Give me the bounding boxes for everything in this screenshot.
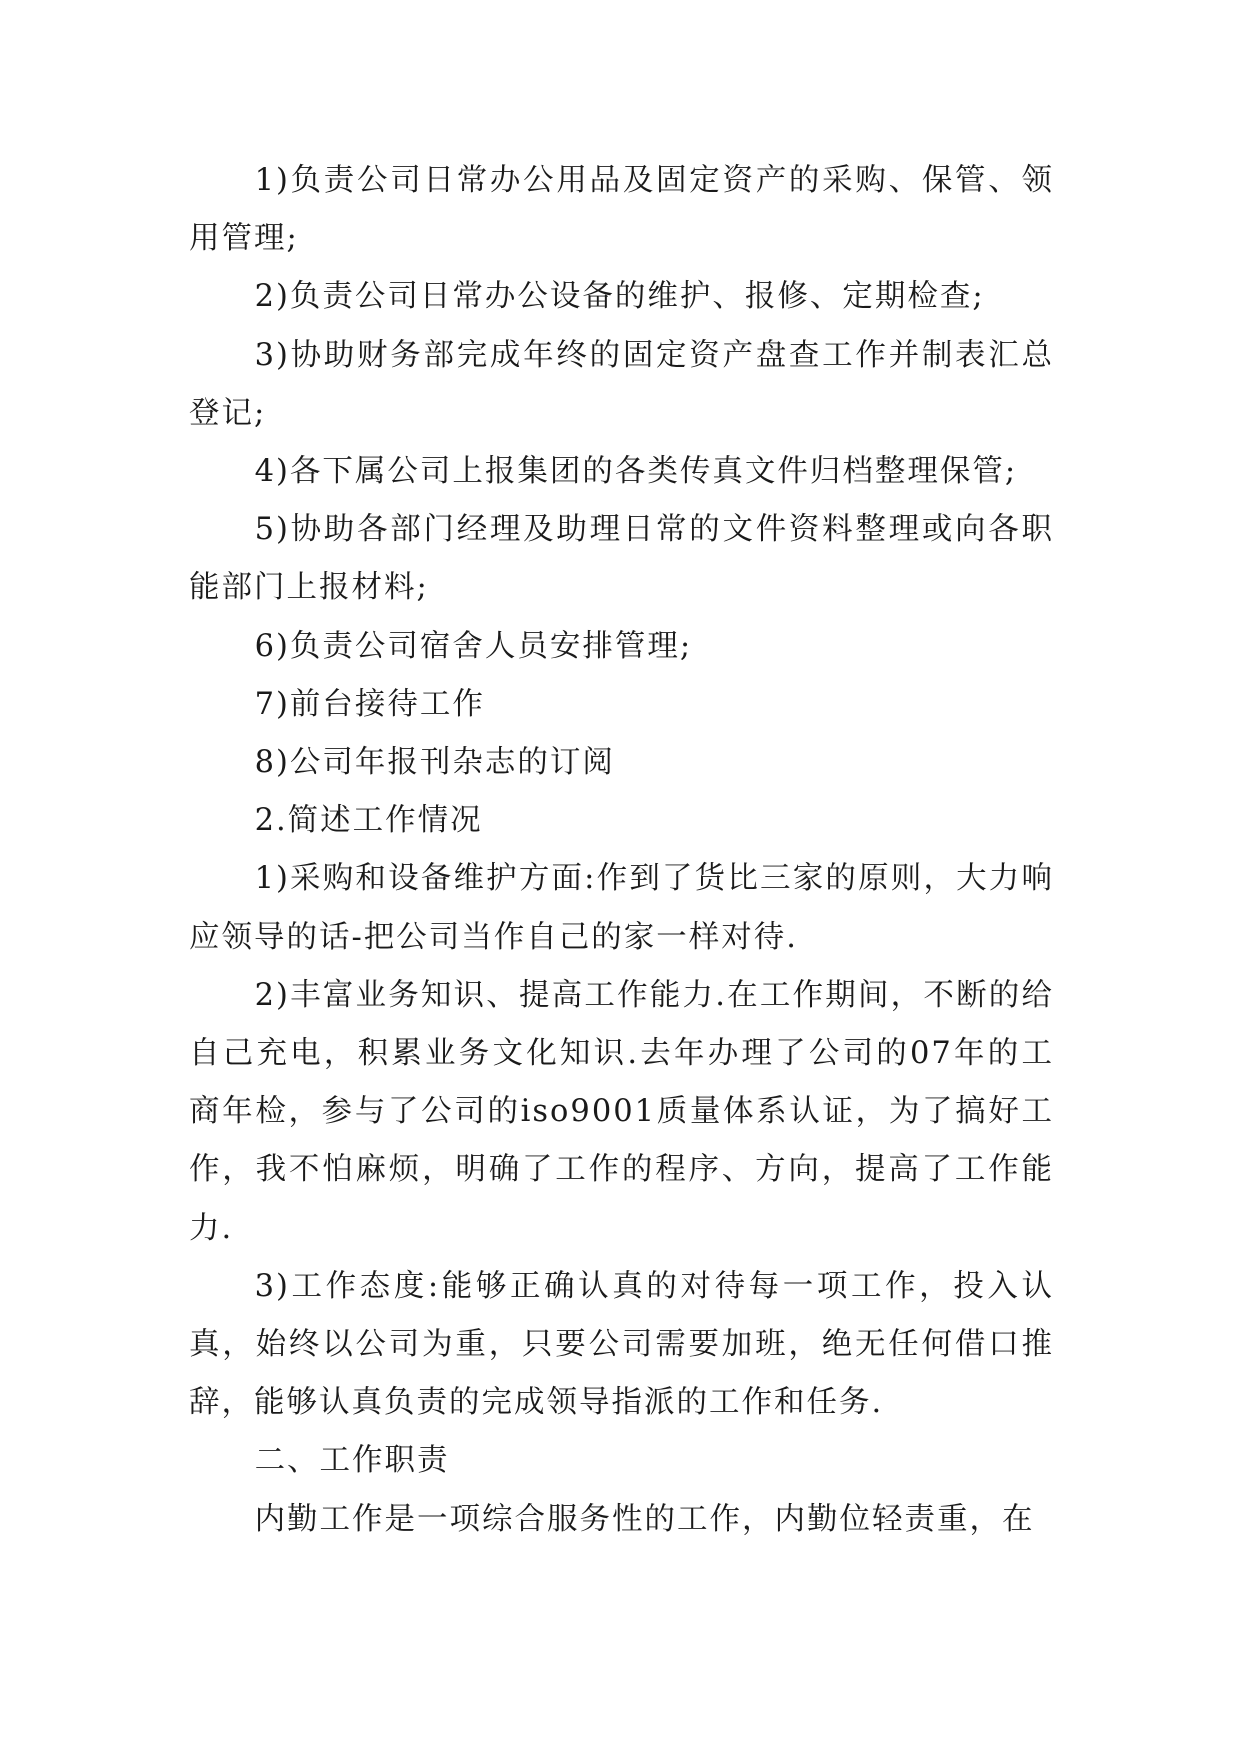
section-heading-responsibilities: 二、工作职责 <box>254 1443 450 1479</box>
paragraph-summary-2: 2)丰富业务知识、提高工作能力.在工作期间，不断的给自己充电，积累业务文化知识.去年办理了公司的07年的工商年检，参与了公司的iso9001质量体系认证，为了搞好工作，我不怕麻烦，明确了工作的程序、方向，提高了工作能力. <box>189 977 1054 1246</box>
paragraph-duty-2: 2)负责公司日常办公设备的维护、报修、定期检查; <box>254 279 985 315</box>
paragraph-duty-8: 8)公司年报刊杂志的订阅 <box>254 745 615 781</box>
paragraph-duty-7: 7)前台接待工作 <box>254 686 485 722</box>
paragraph-duty-5: 5)协助各部门经理及助理日常的文件资料整理或向各职能部门上报材料; <box>189 512 1054 606</box>
paragraph-duty-3: 3)协助财务部完成年终的固定资产盘查工作并制表汇总登记; <box>189 337 1054 431</box>
paragraph-duty-6: 6)负责公司宿舍人员安排管理; <box>254 628 693 664</box>
paragraph-responsibilities-intro: 内勤工作是一项综合服务性的工作，内勤位轻责重，在 <box>254 1501 1035 1537</box>
paragraph-duty-1: 1)负责公司日常办公用品及固定资产的采购、保管、领用管理; <box>189 163 1054 257</box>
paragraph-summary-1: 1)采购和设备维护方面:作到了货比三家的原则，大力响应领导的话-把公司当作自己的家一样对待. <box>189 861 1054 955</box>
paragraph-duty-4: 4)各下属公司上报集团的各类传真文件归档整理保管; <box>254 454 1018 490</box>
paragraph-summary-3: 3)工作态度:能够正确认真的对待每一项工作，投入认真，始终以公司为重，只要公司需要加班，绝无任何借口推辞，能够认真负责的完成领导指派的工作和任务. <box>189 1268 1054 1421</box>
document-body <box>189 152 1054 1549</box>
section-heading-work-summary: 2.简述工作情况 <box>254 803 483 839</box>
